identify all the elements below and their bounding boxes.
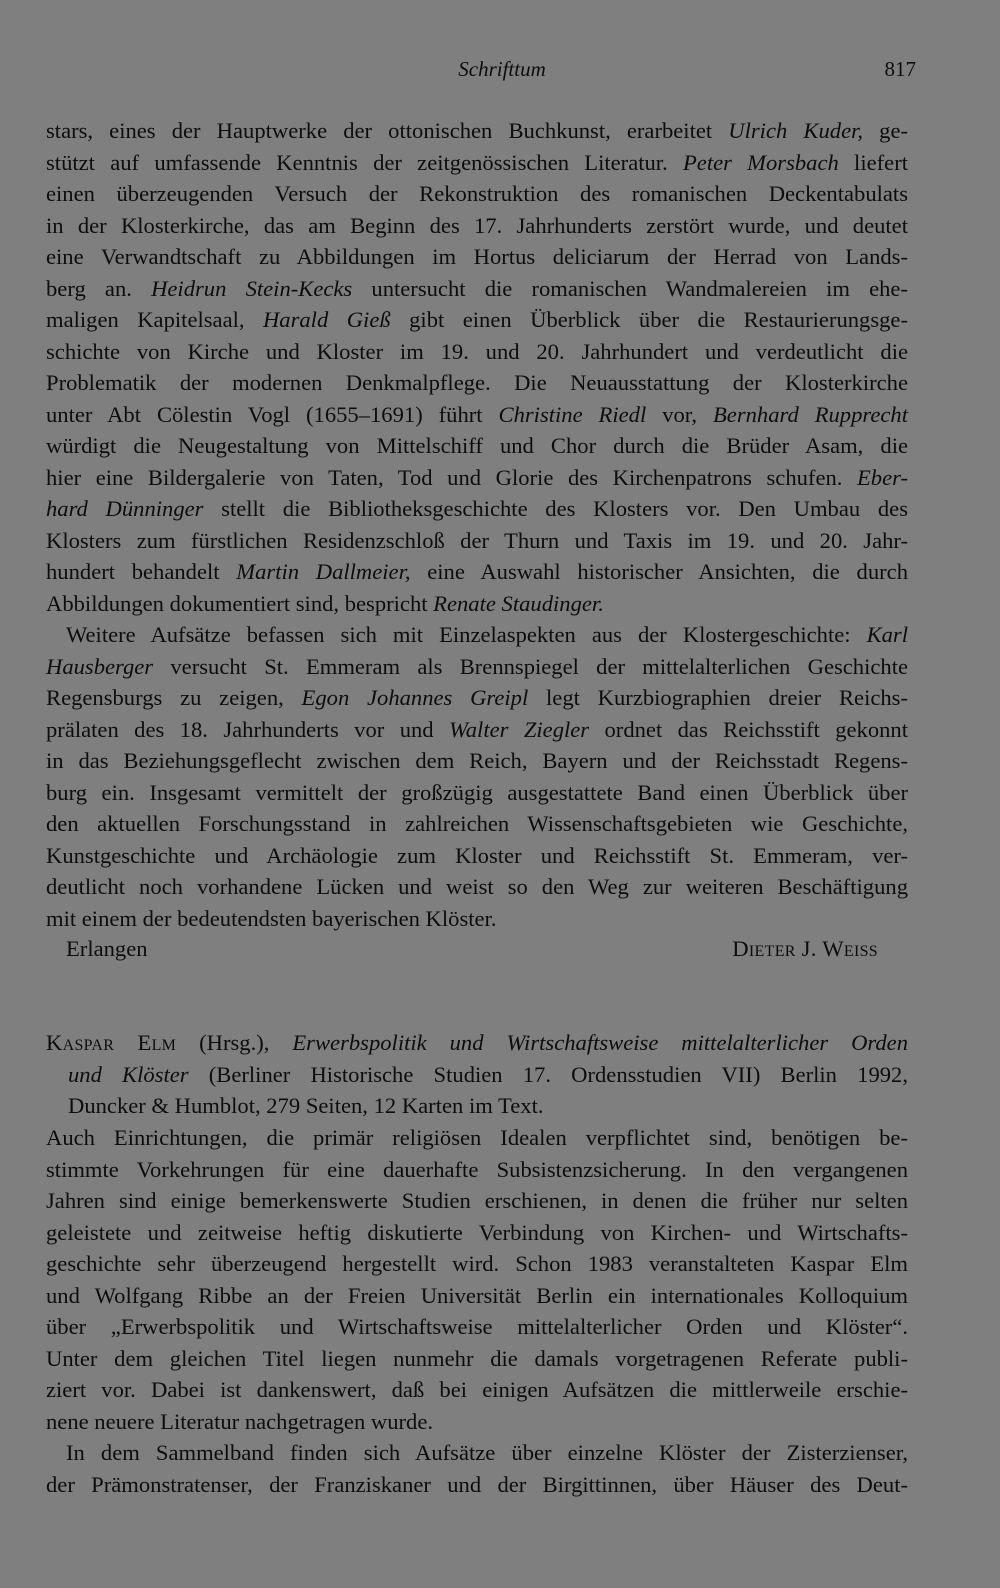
text-run: (Hrsg.), xyxy=(176,1030,293,1055)
italic-name: Ulrich Kuder, xyxy=(728,118,864,143)
text-line xyxy=(46,777,908,809)
text-run: liefert xyxy=(838,149,908,175)
text-run: In dem Sammelband finden sich Aufsätze über einzelne Klöster der Zisterzienser, xyxy=(66,1440,908,1465)
review-place: Erlangen xyxy=(66,936,148,961)
text-run: geschichte sehr überzeugend hergestellt wird. Schon 1983 veranstalteten Kaspar Elm xyxy=(46,1251,908,1276)
text-line xyxy=(46,651,908,683)
review-2-body xyxy=(46,1122,908,1500)
text-line xyxy=(46,304,908,336)
text-line xyxy=(46,903,908,935)
text-run: mit einem der bedeutendsten bayerischen Klöster. xyxy=(46,905,497,931)
text-line xyxy=(46,1469,908,1501)
text-line xyxy=(46,1122,908,1154)
reviewer-name: Dieter J. Weiss xyxy=(732,936,878,961)
text-line xyxy=(46,840,908,872)
italic-name: hard Dünninger xyxy=(46,496,204,521)
text-run: stützt auf umfassende Kenntnis der zeitgenössischen Literatur. xyxy=(46,149,683,175)
text-line xyxy=(46,1059,908,1091)
text-run: stellt die Bibliotheksgeschichte des Klosters vor. Den Umbau des xyxy=(203,496,908,521)
text-run: Jahren sind einige bemerkenswerte Studien erschienen, in denen die früher nur selten xyxy=(46,1188,908,1213)
text-line xyxy=(46,210,908,242)
text-run: einen überzeugenden Versuch der Rekonstruktion des romanischen Deckentabulats xyxy=(46,181,908,206)
text-run: gibt einen Überblick über die Restaurierungsge- xyxy=(390,307,908,332)
text-run: legt Kurzbiographien dreier Reichs- xyxy=(528,685,908,710)
text-line xyxy=(46,556,908,588)
text-run: Problematik der modernen Denkmalpflege. Die Neuausstattung der Klosterkirche xyxy=(46,370,908,395)
text-run: ordnet das Reichsstift gekonnt xyxy=(589,716,908,742)
text-run: Abbildungen dokumentiert sind, bespricht xyxy=(46,590,434,616)
text-line xyxy=(46,178,908,210)
text-run: Kunstgeschichte und Archäologie zum Kloster und Reichsstift St. Emmeram, ver- xyxy=(46,842,908,868)
text-run: stars, eines der Hauptwerke der ottonischen Buchkunst, erarbeitet xyxy=(46,118,729,143)
text-line xyxy=(46,1185,908,1217)
text-line xyxy=(46,525,908,557)
text-run: berg an. xyxy=(46,275,152,301)
italic-name: Erwerbspolitik und Wirtschaftsweise mittelalterlicher Orden xyxy=(292,1030,908,1055)
text-line xyxy=(46,871,908,903)
text-line xyxy=(46,462,908,494)
text-line xyxy=(46,1437,908,1469)
text-run: Weitere Aufsätze befassen sich mit Einzelaspekten aus der Klostergeschichte: xyxy=(66,622,867,647)
italic-name: Christine Riedl xyxy=(498,401,647,427)
text-run: Klosters zum fürstlichen Residenzschloß der Thurn und Taxis im 19. und 20. Jahr- xyxy=(46,527,908,553)
text-line xyxy=(46,588,908,620)
text-line xyxy=(46,1311,908,1343)
italic-name: Heidrun Stein-Kecks xyxy=(151,275,353,301)
text-line xyxy=(46,1406,908,1438)
text-run: deutlicht noch vorhandene Lücken und weist so den Weg zur weiteren Beschäftigung xyxy=(46,874,908,899)
author-name: Kaspar Elm xyxy=(46,1030,177,1055)
text-run: hundert behandelt xyxy=(46,559,237,584)
text-line xyxy=(46,430,908,462)
page-number: 817 xyxy=(884,57,916,81)
text-run: eine Verwandtschaft zu Abbildungen im Hortus deliciarum der Herrad von Lands- xyxy=(46,244,908,269)
text-run: nene neuere Literatur nachgetragen wurde. xyxy=(46,1408,434,1434)
text-run: maligen Kapitelsaal, xyxy=(46,307,263,332)
running-header-title: Schrifttum xyxy=(458,57,546,81)
text-run: geleistete und zeitweise heftig diskutierte Verbindung von Kirchen- und Wirtschafts- xyxy=(46,1219,908,1245)
italic-name: Renate Staudinger. xyxy=(433,590,604,616)
text-line xyxy=(46,367,908,399)
text-run: ge- xyxy=(863,118,908,143)
italic-name: und Klöster xyxy=(68,1061,189,1087)
text-run: untersucht die romanischen Wandmalereien im ehe- xyxy=(352,275,908,301)
text-line xyxy=(46,493,908,525)
text-line xyxy=(46,115,908,147)
text-line xyxy=(46,241,908,273)
text-line xyxy=(46,1090,908,1122)
text-run: Duncker & Humblot, 279 Seiten, 12 Karten im Text. xyxy=(68,1093,544,1118)
italic-name: Martin Dallmeier, xyxy=(236,559,411,584)
text-run: Regensburgs zu zeigen, xyxy=(46,685,302,710)
text-run: würdigt die Neugestaltung von Mittelschiff und Chor durch die Brüder Asam, die xyxy=(46,433,908,458)
text-line xyxy=(46,714,908,746)
text-line xyxy=(46,1343,908,1375)
text-line xyxy=(46,808,908,840)
text-run: über „Erwerbspolitik und Wirtschaftsweise mittelalterlicher Orden und Klöster“. xyxy=(46,1314,908,1339)
text-run: ziert vor. Dabei ist dankenswert, daß bei einigen Aufsätzen die mittlerweile erschie- xyxy=(46,1377,908,1402)
text-line xyxy=(46,1027,908,1059)
text-run: den aktuellen Forschungsstand in zahlreichen Wissenschaftsgebieten wie Geschichte, xyxy=(46,811,908,836)
text-run: eine Auswahl historischer Ansichten, die durch xyxy=(410,559,908,584)
text-line xyxy=(46,1280,908,1312)
text-line xyxy=(46,399,908,431)
text-run: Unter dem gleichen Titel liegen nunmehr die damals vorgetragenen Referate publi- xyxy=(46,1345,908,1371)
italic-name: Egon Johannes Greipl xyxy=(301,685,529,710)
text-line xyxy=(46,745,908,777)
review-1-signature xyxy=(46,933,908,965)
italic-name: Peter Morsbach xyxy=(682,149,839,175)
text-run: in der Klosterkirche, das am Beginn des 17. Jahrhunderts zerstört wurde, und deutet xyxy=(46,212,908,238)
text-line xyxy=(46,147,908,179)
text-run: schichte von Kirche und Kloster im 19. und 20. Jahrhundert und verdeutlicht die xyxy=(46,338,908,364)
italic-name: Walter Ziegler xyxy=(449,716,590,742)
italic-name: Bernhard Rupprecht xyxy=(713,401,908,427)
text-run: der Prämonstratenser, der Franziskaner und der Birgittinnen, über Häuser des Deut- xyxy=(46,1471,908,1497)
text-line xyxy=(46,1374,908,1406)
text-run: Auch Einrichtungen, die primär religiösen Idealen verpflichtet sind, benötigen be- xyxy=(46,1125,908,1150)
text-line xyxy=(46,1248,908,1280)
text-line xyxy=(46,619,908,651)
review-2-citation xyxy=(46,1027,908,1122)
italic-name: Harald Gieß xyxy=(262,307,391,332)
text-run: burg ein. Insgesamt vermittelt der großzügig ausgestattete Band einen Überblick über xyxy=(46,779,908,805)
text-line xyxy=(46,682,908,714)
text-run: in das Beziehungsgeflecht zwischen dem Reich, Bayern und der Reichsstadt Regens- xyxy=(46,748,908,773)
italic-name: Hausberger xyxy=(46,653,154,679)
text-run: prälaten des 18. Jahrhunderts vor und xyxy=(46,716,450,742)
text-line xyxy=(46,273,908,305)
text-line xyxy=(46,1217,908,1249)
italic-name: Karl xyxy=(866,622,908,647)
review-1-body xyxy=(46,115,908,934)
text-run: (Berliner Historische Studien 17. Ordensstudien VII) Berlin 1992, xyxy=(188,1061,908,1087)
italic-name: Eber- xyxy=(857,464,908,490)
text-run: hier eine Bildergalerie von Taten, Tod und Glorie des Kirchenpatrons schufen. xyxy=(46,464,857,490)
text-line xyxy=(46,336,908,368)
text-run: versucht St. Emmeram als Brennspiegel der mittelalterlichen Geschichte xyxy=(153,653,908,679)
text-run: und Wolfgang Ribbe an der Freien Universität Berlin ein internationales Kolloquium xyxy=(46,1282,908,1308)
text-run: vor, xyxy=(646,401,713,427)
text-run: stimmte Vorkehrungen für eine dauerhafte Subsistenzsicherung. In den vergangenen xyxy=(46,1156,908,1182)
text-line xyxy=(46,1154,908,1186)
text-run: unter Abt Cölestin Vogl (1655–1691) führt xyxy=(46,401,499,427)
